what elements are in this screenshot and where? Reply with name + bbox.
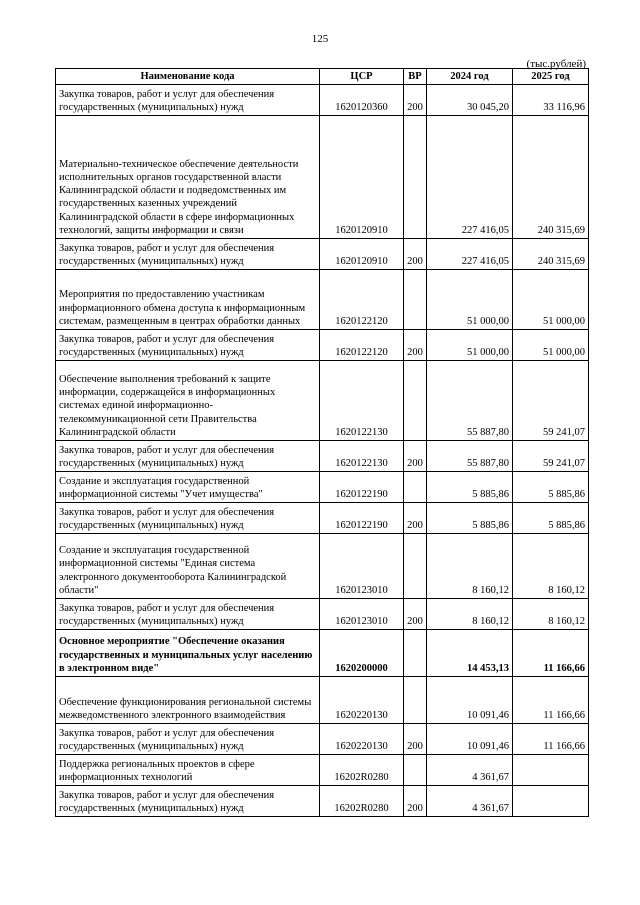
row-csr: 1620120360 xyxy=(320,85,404,116)
row-2024: 55 887,80 xyxy=(427,361,513,441)
row-2025 xyxy=(513,755,589,786)
row-2025: 59 241,07 xyxy=(513,361,589,441)
table-row xyxy=(56,630,589,677)
row-2025: 11 166,66 xyxy=(513,630,589,677)
row-name: Закупка товаров, работ и услуг для обеспечения государственных (муниципальных) нужд xyxy=(56,724,320,755)
table-row xyxy=(56,116,589,239)
row-vr: 200 xyxy=(404,85,427,116)
row-vr: 200 xyxy=(404,503,427,534)
row-csr: 1620122190 xyxy=(320,472,404,503)
row-vr xyxy=(404,116,427,239)
row-vr xyxy=(404,755,427,786)
table-row xyxy=(56,677,589,724)
row-name: Создание и эксплуатация государственной информационной системы "Учет имущества" xyxy=(56,472,320,503)
row-csr: 1620120910 xyxy=(320,239,404,270)
row-vr xyxy=(404,361,427,441)
row-2024: 10 091,46 xyxy=(427,677,513,724)
row-name: Создание и эксплуатация государственной информационной системы "Единая система электронного документооборота Калининградской области" xyxy=(56,534,320,599)
row-csr: 1620123010 xyxy=(320,599,404,630)
table-row xyxy=(56,472,589,503)
row-vr: 200 xyxy=(404,786,427,817)
table-row xyxy=(56,755,589,786)
table-row xyxy=(56,330,589,361)
table-header-row xyxy=(56,69,589,85)
table-row xyxy=(56,270,589,330)
row-2024: 8 160,12 xyxy=(427,599,513,630)
table-row xyxy=(56,786,589,817)
row-vr xyxy=(404,534,427,599)
table-row xyxy=(56,239,589,270)
row-2025 xyxy=(513,786,589,817)
row-csr: 16202R0280 xyxy=(320,786,404,817)
row-csr: 1620220130 xyxy=(320,677,404,724)
table-row xyxy=(56,361,589,441)
row-2024: 227 416,05 xyxy=(427,239,513,270)
table-row xyxy=(56,503,589,534)
row-csr: 1620122120 xyxy=(320,330,404,361)
row-name: Закупка товаров, работ и услуг для обеспечения государственных (муниципальных) нужд xyxy=(56,85,320,116)
row-2025: 240 315,69 xyxy=(513,116,589,239)
row-name: Закупка товаров, работ и услуг для обеспечения государственных (муниципальных) нужд xyxy=(56,239,320,270)
row-name: Закупка товаров, работ и услуг для обеспечения государственных (муниципальных) нужд xyxy=(56,441,320,472)
header-2025: 2025 год xyxy=(513,69,589,85)
row-csr: 1620220130 xyxy=(320,724,404,755)
header-name: Наименование кода xyxy=(56,69,320,85)
row-csr: 1620122120 xyxy=(320,270,404,330)
row-name: Поддержка региональных проектов в сфере информационных технологий xyxy=(56,755,320,786)
row-2024: 30 045,20 xyxy=(427,85,513,116)
units-label: (тыс.рублей) xyxy=(526,58,586,70)
row-vr xyxy=(404,270,427,330)
row-2024: 51 000,00 xyxy=(427,270,513,330)
row-name: Материально-техническое обеспечение деятельности исполнительных органов государственной власти Калининградской области и подведомственных им государственных казенных учреждений Калининградской области в сфере информационных технологий, защиты информации и связи xyxy=(56,116,320,239)
row-vr xyxy=(404,677,427,724)
header-vr: ВР xyxy=(404,69,427,85)
table-row xyxy=(56,85,589,116)
row-vr: 200 xyxy=(404,330,427,361)
row-vr: 200 xyxy=(404,599,427,630)
row-name: Основное мероприятие "Обеспечение оказания государственных и муниципальных услуг населению в электронном виде" xyxy=(56,630,320,677)
table-row xyxy=(56,441,589,472)
row-csr: 1620200000 xyxy=(320,630,404,677)
row-2024: 55 887,80 xyxy=(427,441,513,472)
table-row xyxy=(56,534,589,599)
row-name: Закупка товаров, работ и услуг для обеспечения государственных (муниципальных) нужд xyxy=(56,330,320,361)
row-csr: 1620123010 xyxy=(320,534,404,599)
row-name: Обеспечение функционирования региональной системы межведомственного электронного взаимодействия xyxy=(56,677,320,724)
row-csr: 1620122130 xyxy=(320,361,404,441)
row-2024: 4 361,67 xyxy=(427,755,513,786)
row-csr: 16202R0280 xyxy=(320,755,404,786)
row-2024: 5 885,86 xyxy=(427,503,513,534)
row-2024: 10 091,46 xyxy=(427,724,513,755)
row-csr: 1620122190 xyxy=(320,503,404,534)
row-2025: 5 885,86 xyxy=(513,472,589,503)
row-2025: 5 885,86 xyxy=(513,503,589,534)
row-vr: 200 xyxy=(404,724,427,755)
row-2024: 8 160,12 xyxy=(427,534,513,599)
row-2025: 8 160,12 xyxy=(513,534,589,599)
row-vr xyxy=(404,472,427,503)
row-name: Закупка товаров, работ и услуг для обеспечения государственных (муниципальных) нужд xyxy=(56,599,320,630)
row-2025: 240 315,69 xyxy=(513,239,589,270)
row-2025: 33 116,96 xyxy=(513,85,589,116)
row-vr: 200 xyxy=(404,239,427,270)
page-number: 125 xyxy=(311,33,329,45)
row-2024: 4 361,67 xyxy=(427,786,513,817)
row-name: Закупка товаров, работ и услуг для обеспечения государственных (муниципальных) нужд xyxy=(56,786,320,817)
row-2024: 5 885,86 xyxy=(427,472,513,503)
table-row xyxy=(56,724,589,755)
header-csr: ЦСР xyxy=(320,69,404,85)
row-2024: 51 000,00 xyxy=(427,330,513,361)
row-csr: 1620122130 xyxy=(320,441,404,472)
row-2025: 11 166,66 xyxy=(513,724,589,755)
row-csr: 1620120910 xyxy=(320,116,404,239)
row-name: Обеспечение выполнения требований к защите информации, содержащейся в информационных системах единой информационно-телекоммуникационной сети Правительства Калининградской области xyxy=(56,361,320,441)
row-2025: 59 241,07 xyxy=(513,441,589,472)
row-vr: 200 xyxy=(404,441,427,472)
table-row xyxy=(56,599,589,630)
row-2025: 8 160,12 xyxy=(513,599,589,630)
row-2025: 51 000,00 xyxy=(513,270,589,330)
row-2025: 51 000,00 xyxy=(513,330,589,361)
row-2025: 11 166,66 xyxy=(513,677,589,724)
budget-table xyxy=(55,68,589,817)
row-name: Закупка товаров, работ и услуг для обеспечения государственных (муниципальных) нужд xyxy=(56,503,320,534)
row-2024: 227 416,05 xyxy=(427,116,513,239)
header-2024: 2024 год xyxy=(427,69,513,85)
row-name: Мероприятия по предоставлению участникам информационного обмена доступа к информационным системам, размещенным в центрах обработки данных xyxy=(56,270,320,330)
row-vr xyxy=(404,630,427,677)
row-2024: 14 453,13 xyxy=(427,630,513,677)
